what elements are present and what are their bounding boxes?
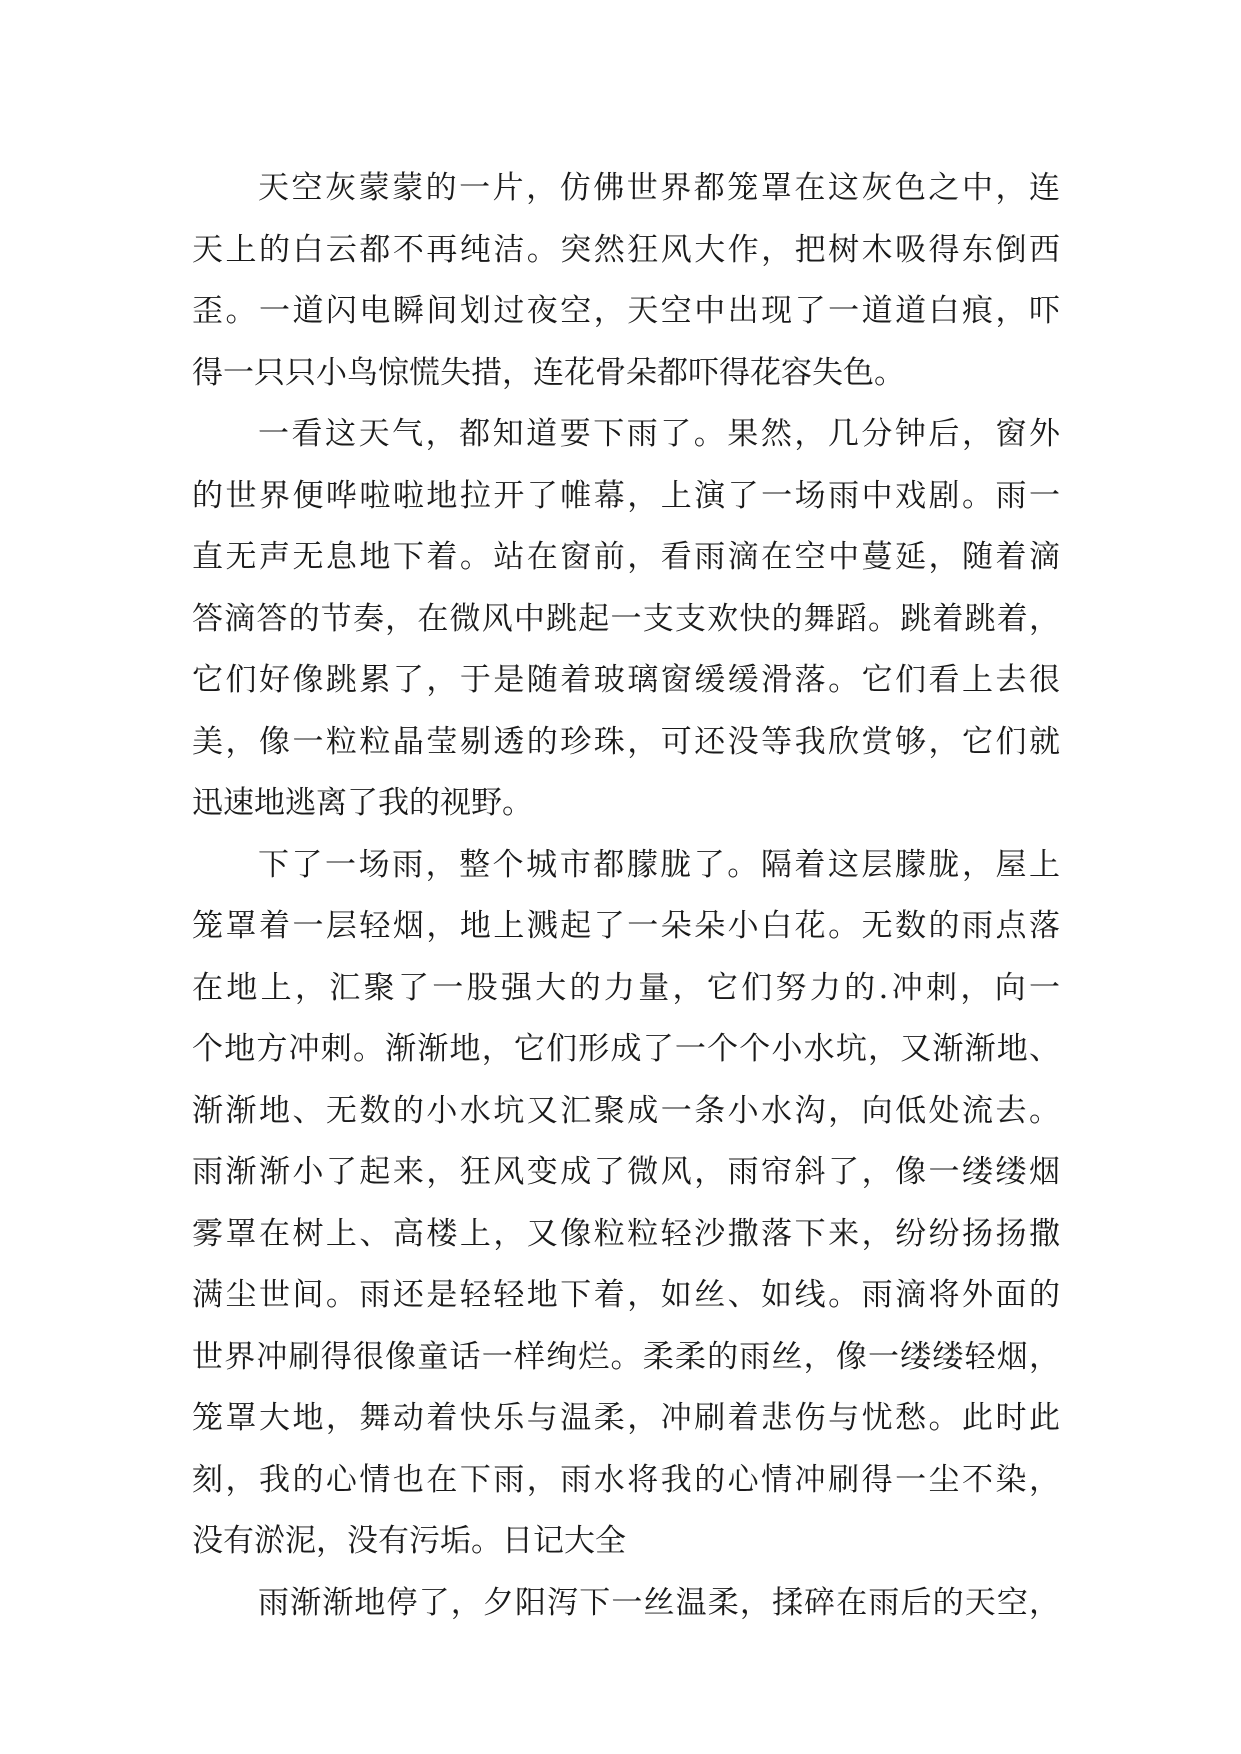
text-line: 世界冲刷得很像童话一样绚烂。柔柔的雨丝，像一缕缕轻烟， (192, 1338, 1060, 1375)
essay-text (192, 158, 1060, 1634)
text-line: 没有淤泥，没有污垢。日记大全 (192, 1523, 626, 1559)
text-line: 雨渐渐小了起来，狂风变成了微风，雨帘斜了，像一缕缕烟 (192, 1154, 1060, 1190)
text-line: 下了一场雨，整个城市都朦胧了。隔着这层朦胧，屋上 (258, 846, 1060, 883)
text-line: 个地方冲刺。渐渐地，它们形成了一个个小水坑，又渐渐地、 (192, 1031, 1060, 1067)
text-line: 的世界便哗啦啦地拉开了帷幕，上演了一场雨中戏剧。雨一 (192, 477, 1060, 514)
text-line: 满尘世间。雨还是轻轻地下着，如丝、如线。雨滴将外面的 (192, 1277, 1060, 1313)
text-line: 在地上，汇聚了一股强大的力量，它们努力的.冲刺，向一 (192, 969, 1060, 1006)
text-line: 刻，我的心情也在下雨，雨水将我的心情冲刷得一尘不染， (192, 1461, 1060, 1498)
text-line: 歪。一道闪电瞬间划过夜空，天空中出现了一道道白痕，吓 (192, 293, 1060, 329)
text-line: 答滴答的节奏，在微风中跳起一支支欢快的舞蹈。跳着跳着， (192, 600, 1060, 637)
text-line: 天上的白云都不再纯洁。突然狂风大作，把树木吸得东倒西 (192, 231, 1060, 268)
text-line: 一看这天气，都知道要下雨了。果然，几分钟后，窗外 (258, 416, 1060, 452)
text-line: 它们好像跳累了，于是随着玻璃窗缓缓滑落。它们看上去很 (192, 662, 1060, 698)
text-line: 雨渐渐地停了，夕阳泻下一丝温柔，揉碎在雨后的天空， (258, 1584, 1060, 1621)
text-line: 直无声无息地下着。站在窗前，看雨滴在空中蔓延，随着滴 (192, 539, 1060, 575)
text-line: 渐渐地、无数的小水坑又汇聚成一条小水沟，向低处流去。 (192, 1092, 1060, 1129)
text-line: 迅速地逃离了我的视野。 (192, 785, 533, 821)
text-line: 天空灰蒙蒙的一片，仿佛世界都笼罩在这灰色之中，连 (258, 170, 1060, 206)
text-line: 雾罩在树上、高楼上，又像粒粒轻沙撒落下来，纷纷扬扬撒 (192, 1215, 1060, 1252)
text-line: 笼罩大地，舞动着快乐与温柔，冲刷着悲伤与忧愁。此时此 (192, 1400, 1060, 1436)
text-line: 笼罩着一层轻烟，地上溅起了一朵朵小白花。无数的雨点落 (192, 908, 1060, 944)
text-line: 得一只只小鸟惊慌失措，连花骨朵都吓得花容失色。 (192, 354, 905, 391)
text-line: 美，像一粒粒晶莹剔透的珍珠，可还没等我欣赏够，它们就 (192, 723, 1060, 760)
